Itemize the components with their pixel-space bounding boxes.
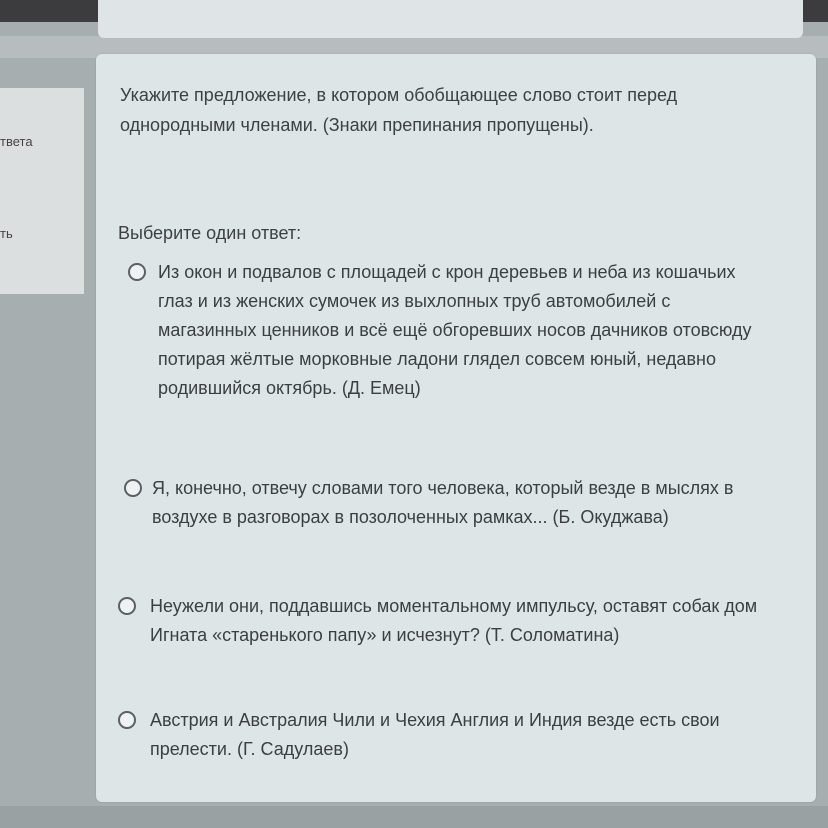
answer-option-text: Неужели они, поддавшись моментальному импульсу, оставят собак дом Игната «старенького папу» и исчезнут? (Т. Соломатина) (150, 596, 758, 645)
radio-button[interactable] (128, 263, 146, 281)
radio-button[interactable] (118, 597, 136, 615)
question-card (96, 54, 816, 802)
question-text: Укажите предложение, в котором обобщающее слово стоит перед однородными членами. (Знаки препинания пропущены). (120, 85, 678, 135)
background-bottom (0, 806, 828, 828)
radio-button[interactable] (118, 711, 136, 729)
answer-prompt: Выберите один ответ: (118, 223, 302, 243)
answer-option-text: Я, конечно, отвечу словами того человека, который везде в мыслях в воздухе в разговорах в позолоченных рамках... (Б. Окуджава) (152, 478, 734, 527)
radio-button[interactable] (124, 479, 142, 497)
answer-option-text: Из окон и подвалов с площадей с крон деревьев и неба из кошачьих глаз и из женских сумочек из выхлопных труб автомобилей с магазинных ценников и всё ещё обгоревших носов дачников отовсюду потирая жёлтые морковные ладони глядел совсем юный, недавно родившийся октябрь. (Д. Емец) (158, 262, 752, 398)
sidebar-label-flag[interactable]: ть (0, 226, 13, 241)
answer-option-text: Австрия и Австралия Чили и Чехия Англия и Индия везде есть свои прелести. (Г. Садулаев) (150, 710, 720, 759)
sidebar-label-answer: твета (0, 134, 33, 149)
previous-question-card (98, 0, 803, 38)
question-info-sidebar (0, 88, 84, 294)
